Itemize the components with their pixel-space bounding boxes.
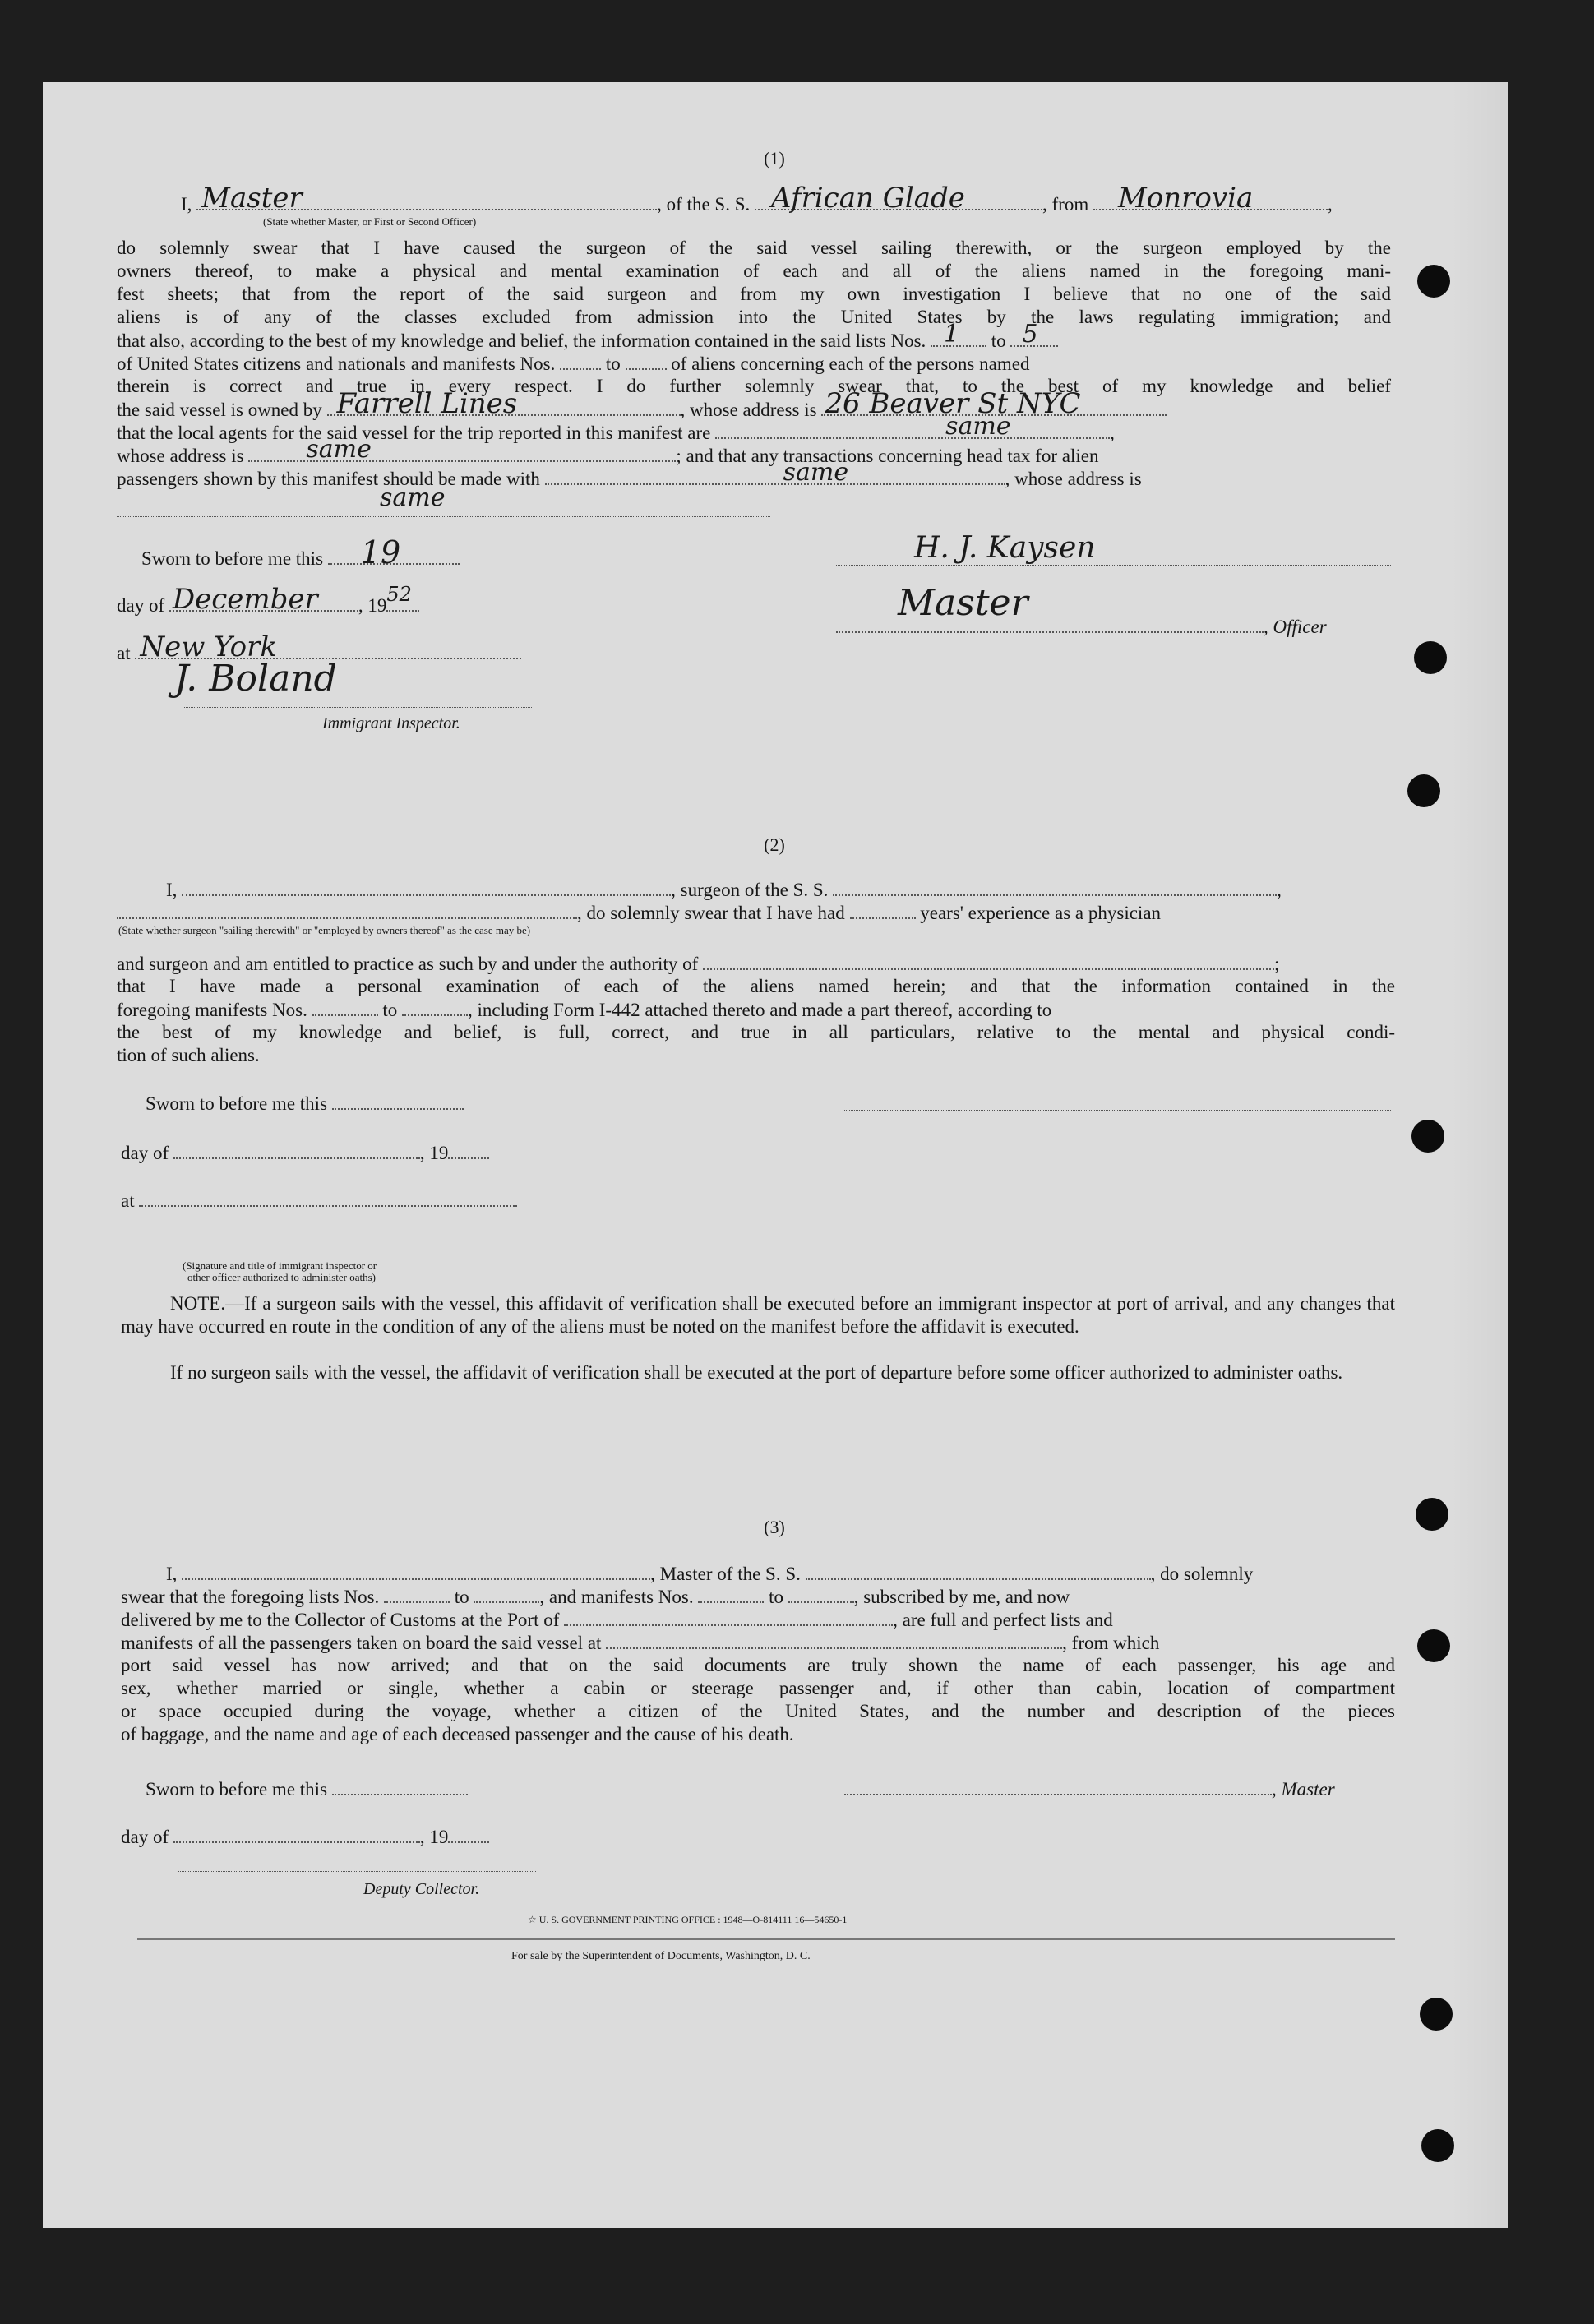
text: , including Form I-442 attached thereto and made a part thereof, according to xyxy=(468,1000,1052,1020)
text: Sworn to before me this xyxy=(141,548,324,569)
text: manifests of all the passengers taken on board the said vessel at xyxy=(121,1633,602,1653)
section3-line-7: or space occupied during the voyage, whether a citizen of the United States, and the number and description of the pieces xyxy=(121,1701,1395,1721)
text: , xyxy=(1277,880,1282,900)
officer-signature-line-2 xyxy=(836,615,1327,639)
year-field xyxy=(386,583,419,612)
text: the said vessel is owned by xyxy=(117,400,322,420)
handwritten-agents: same xyxy=(945,412,1011,441)
text: of aliens concerning each of the persons named xyxy=(671,353,1030,374)
handwritten-from-port: Monrovia xyxy=(1117,182,1254,215)
section2-line-7: tion of such aliens. xyxy=(117,1045,260,1065)
manifest-nos-to-field xyxy=(402,998,468,1016)
deputy-title: Deputy Collector. xyxy=(363,1880,480,1898)
text: that the local agents for the said vessel for the trip reported in this manifest are xyxy=(117,423,711,443)
text: , 19 xyxy=(419,1827,449,1847)
section3-line-6: sex, whether married or single, whether a cabin or steerage passenger and, if other than cabin, location of compartment xyxy=(121,1678,1395,1698)
inspector-signature-line xyxy=(183,707,532,708)
surgeon-ship-field xyxy=(833,878,1277,896)
head-tax-address-line xyxy=(117,516,770,517)
section2-sworn-line xyxy=(146,1092,464,1116)
section3-master-line xyxy=(844,1777,1335,1801)
sworn-place-field xyxy=(135,631,521,663)
handwritten-sworn-place: New York xyxy=(140,631,277,663)
text: , whose address is xyxy=(680,400,817,420)
text: I, xyxy=(166,880,178,900)
text: Sworn to before me this xyxy=(146,1093,328,1114)
section1-line-3: owners thereof, to make a physical and mental examination of each and all of the aliens named in the foregoing mani- xyxy=(117,261,1391,281)
section3-line-3 xyxy=(121,1608,1113,1632)
text: Sworn to before me this xyxy=(146,1779,328,1800)
text: , surgeon of the S. S. xyxy=(671,880,829,900)
section2-sig-note-2: other officer authorized to administer oaths) xyxy=(187,1271,376,1283)
agent-address-field xyxy=(248,435,676,464)
handwritten-head-tax: same xyxy=(783,458,849,487)
text: whose address is xyxy=(117,446,244,466)
text: I, xyxy=(166,1564,178,1584)
punch-hole xyxy=(1417,1629,1450,1662)
agents-field xyxy=(715,412,1110,441)
section2-signature-line xyxy=(844,1110,1391,1111)
rank-field xyxy=(196,182,657,215)
punch-hole xyxy=(1416,1498,1448,1531)
embark-port-field xyxy=(606,1631,1062,1649)
section2-day-line xyxy=(121,1141,489,1165)
master-ship-field xyxy=(806,1562,1151,1580)
section-number: (1) xyxy=(764,148,785,169)
text: , from xyxy=(1042,194,1089,215)
ship-field xyxy=(755,182,1042,215)
section3-line-8: of baggage, and the name and age of each deceased passenger and the cause of his death. xyxy=(121,1724,794,1744)
section2-line-5 xyxy=(117,998,1051,1022)
text: of United States citizens and nationals and manifests Nos. xyxy=(117,353,556,374)
handwritten-list-to: 5 xyxy=(1022,320,1038,349)
text: , xyxy=(1110,423,1115,443)
sworn-month-field xyxy=(169,583,358,616)
text: that also, according to the best of my knowledge and belief, the information contained in the said lists Nos. xyxy=(117,330,926,351)
officer-signature: H. J. Kaysen xyxy=(914,531,1096,565)
manifests-to-field xyxy=(788,1585,854,1603)
section-number: (2) xyxy=(764,834,785,855)
punch-hole xyxy=(1407,774,1440,807)
master-name-field xyxy=(182,1562,650,1580)
handwritten-sworn-day: 19 xyxy=(360,534,401,571)
text: years' experience as a physician xyxy=(920,903,1162,923)
section2-line-6: the best of my knowledge and belief, is full, correct, and true in all particulars, relative to the mental and physical condi- xyxy=(117,1022,1395,1042)
officer-title-handwritten: Master xyxy=(898,582,1028,624)
text: , subscribed by me, and now xyxy=(853,1587,1070,1607)
manifest-from-field xyxy=(560,352,601,370)
section1-line-8: therein is correct and true in every respect. I do further solemnly swear that, to the best of my knowledge and belief xyxy=(117,376,1391,396)
text: , do solemnly xyxy=(1150,1564,1254,1584)
inspector-title: Immigrant Inspector. xyxy=(322,714,460,732)
section1-line-10 xyxy=(117,412,1115,445)
officer-signature-line-1 xyxy=(836,565,1391,566)
officer-field xyxy=(836,615,1264,633)
footer-rule xyxy=(137,1938,1395,1940)
text: swear that the foregoing lists Nos. xyxy=(121,1587,380,1607)
lists-to-field xyxy=(474,1585,539,1603)
text: to xyxy=(769,1587,783,1607)
text: to xyxy=(382,1000,398,1020)
section1-line-7 xyxy=(117,352,1029,376)
years-field xyxy=(850,901,916,919)
section2-line-3 xyxy=(117,952,1279,976)
section2-sworn-day-field xyxy=(332,1092,464,1110)
handwritten-rank: Master xyxy=(201,182,303,215)
section2-sig-note-1: (Signature and title of immigrant inspector or xyxy=(183,1259,377,1272)
list-from-field xyxy=(931,320,986,349)
text: and surgeon and am entitled to practice as such by and under the authority of xyxy=(117,954,699,974)
text: , 19 xyxy=(419,1143,449,1163)
manifest-verification-form xyxy=(43,82,1508,2228)
section1-sworn-line xyxy=(141,534,460,571)
from-port-field xyxy=(1093,182,1328,215)
port-field xyxy=(564,1608,893,1626)
punch-hole xyxy=(1414,641,1447,674)
gpo-imprint: ☆ U. S. GOVERNMENT PRINTING OFFICE : 1948—O-814111 16—54650-1 xyxy=(528,1914,848,1925)
surgeon-type-field xyxy=(117,901,577,919)
text: , Officer xyxy=(1264,617,1327,637)
text: , do solemnly swear that I have had xyxy=(577,903,845,923)
surgeon-note: (State whether surgeon "sailing therewith" or "employed by owners thereof" as the case may be) xyxy=(118,924,531,936)
section3-year-field xyxy=(448,1825,489,1843)
handwritten-ship: African Glade xyxy=(771,182,965,215)
text: ; xyxy=(1274,954,1280,974)
section3-day-line xyxy=(121,1825,489,1849)
handwritten-owner: Farrell Lines xyxy=(336,387,518,420)
lists-from-field xyxy=(384,1585,450,1603)
section2-month-field xyxy=(173,1141,420,1159)
note-paragraph-2: If no surgeon sails with the vessel, the affidavit of verification shall be executed at the port of departure before some officer authorized to administer oaths. xyxy=(170,1362,1343,1383)
inspector-signature: J. Boland xyxy=(174,658,337,700)
sworn-day-field xyxy=(328,534,460,571)
list-to-field xyxy=(1010,320,1058,349)
text: , Master of the S. S. xyxy=(650,1564,801,1584)
text: day of xyxy=(121,1143,169,1163)
text: , are full and perfect lists and xyxy=(893,1610,1113,1630)
punch-hole xyxy=(1411,1120,1444,1153)
text: foregoing manifests Nos. xyxy=(117,1000,307,1020)
section2-line-2 xyxy=(117,901,1161,925)
text: , 19 xyxy=(358,595,387,616)
section2-place-field xyxy=(139,1189,517,1207)
text: day of xyxy=(117,595,165,616)
section3-sworn-day-field xyxy=(332,1777,468,1795)
text: day of xyxy=(121,1827,169,1847)
text: I, xyxy=(181,194,192,215)
section1-line-4: fest sheets; that from the report of the said surgeon and from my own investigation I believe that no one of the said xyxy=(117,284,1391,304)
section3-line-4 xyxy=(121,1631,1159,1655)
handwritten-year-suffix: 52 xyxy=(386,583,412,606)
text: at xyxy=(121,1190,135,1211)
section1-line-1 xyxy=(181,182,1333,216)
owner-field xyxy=(327,387,681,420)
text: , Master xyxy=(1272,1779,1335,1800)
manifest-to-field xyxy=(626,352,667,370)
section-number: (3) xyxy=(764,1517,785,1537)
text: , xyxy=(1327,194,1333,215)
section3-line-1 xyxy=(166,1562,1253,1586)
text: at xyxy=(117,643,131,663)
section1-line-2: do solemnly swear that I have caused the surgeon of the said vessel sailing therewith, or the surgeon employed by the xyxy=(117,238,1391,258)
rank-note: (State whether Master, or First or Second Officer) xyxy=(263,215,477,228)
section2-line-4: that I have made a personal examination of each of the aliens named herein; and that the information contained in the xyxy=(117,976,1395,996)
section1-line-6 xyxy=(117,320,1058,353)
text: to xyxy=(454,1587,469,1607)
text: , and manifests Nos. xyxy=(539,1587,694,1607)
text: to xyxy=(605,353,621,374)
section3-line-5: port said vessel has now arrived; and that on the said documents are truly shown the name of each passenger, his age and xyxy=(121,1655,1395,1675)
handwritten-agent-address: same xyxy=(306,435,372,464)
manifests-from-field xyxy=(698,1585,764,1603)
handwritten-head-tax-address: same xyxy=(380,483,446,512)
surgeon-name-field xyxy=(182,878,671,896)
text: delivered by me to the Collector of Customs at the Port of xyxy=(121,1610,560,1630)
section1-day-line xyxy=(117,583,419,617)
deputy-signature-line xyxy=(178,1871,536,1872)
authority-field xyxy=(703,952,1274,970)
punch-hole xyxy=(1421,2129,1454,2162)
head-tax-field xyxy=(545,458,1005,487)
text: , of the S. S. xyxy=(657,194,751,215)
handwritten-sworn-month: December xyxy=(172,583,318,616)
section2-year-field xyxy=(448,1141,489,1159)
section2-line-1 xyxy=(166,878,1282,902)
text: passengers shown by this manifest should be made with xyxy=(117,469,540,489)
manifest-nos-from-field xyxy=(312,998,378,1016)
section1-line-11 xyxy=(117,435,1099,468)
text: , whose address is xyxy=(1005,469,1142,489)
note-paragraph-1: NOTE.—If a surgeon sails with the vessel, this affidavit of verification shall be executed before an immigrant inspector at port of arrival, and any changes that may have occurred en route in the condition of any of the aliens must be noted on the manifest before the affidavit is executed. xyxy=(121,1293,1395,1337)
text: , from which xyxy=(1062,1633,1160,1653)
section3-sworn-line xyxy=(146,1777,468,1801)
text: to xyxy=(991,330,1006,351)
sale-notice: For sale by the Superintendent of Documents, Washington, D. C. xyxy=(511,1950,811,1962)
section1-line-5: aliens is of any of the classes excluded from admission into the United States by the laws regulating immigration; and xyxy=(117,307,1391,327)
section2-at-line xyxy=(121,1189,517,1213)
section3-line-2 xyxy=(121,1585,1070,1609)
master-signature-field xyxy=(844,1777,1272,1795)
handwritten-owner-address: 26 Beaver St NYC xyxy=(825,387,1081,420)
punch-hole xyxy=(1417,265,1450,298)
section3-month-field xyxy=(173,1825,420,1843)
section1-line-12 xyxy=(117,458,1142,491)
handwritten-list-from: 1 xyxy=(944,320,960,349)
punch-hole xyxy=(1420,1998,1453,2031)
text: ; and that any transactions concerning head tax for alien xyxy=(676,446,1099,466)
